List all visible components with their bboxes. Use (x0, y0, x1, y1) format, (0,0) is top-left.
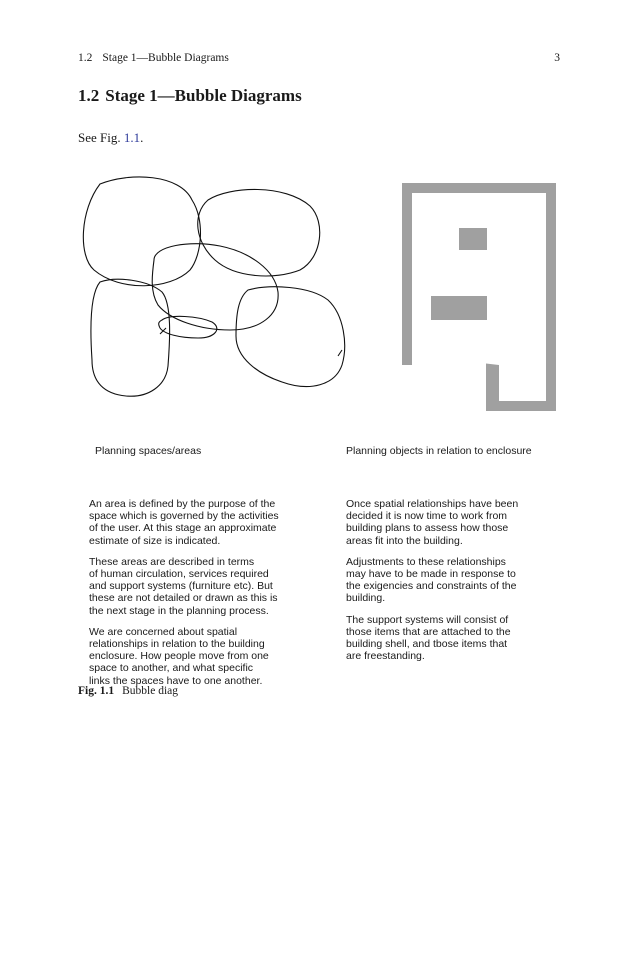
right-column-heading: Planning objects in relation to enclosure (346, 445, 532, 457)
right-paragraph-3: The support systems will consist of those items that are attached to the building shell, and tbose items that are freestanding. (346, 613, 511, 663)
section-number: 1.2 (78, 86, 100, 105)
left-column-heading: Planning spaces/areas (95, 445, 202, 457)
running-head (78, 52, 560, 64)
right-paragraph-2: Adjustments to these relationships may have to be made in response to the exigencies and constraints of the building. (346, 555, 517, 605)
figure-caption-text: Bubble diag (122, 685, 179, 697)
left-column-text (89, 498, 321, 696)
figure-caption-label: Fig. 1.1 (78, 685, 115, 697)
running-head-section-title: Stage 1—Bubble Diagrams (102, 52, 229, 64)
bubble-bottom-right (236, 287, 345, 387)
bubble-bottom-left (91, 279, 170, 396)
figure-reference-link[interactable]: 1.1 (123, 130, 141, 145)
section-heading (78, 86, 308, 106)
page-number: 3 (554, 52, 560, 64)
left-paragraph-1: An area is defined by the purpose of the space which is governed by the activities of the user. At this stage an approximate estimate of size is indicated. (89, 498, 279, 547)
running-head-left (78, 52, 239, 64)
right-column-text (346, 498, 578, 671)
bubble-small-link (159, 316, 217, 338)
freestanding-object-small (459, 228, 487, 250)
right-paragraph-1: Once spatial relationships have been decided it is now time to work from building plans to assess how those areas fit into the building. (346, 498, 519, 547)
link-arrow-tick-right (338, 350, 342, 356)
left-paragraph-3: We are concerned about spatial relationships in relation to the building enclosure. How people move from one space to another, and what specific links the spaces have to one another. (89, 625, 269, 687)
left-paragraph-2: These areas are described in terms of human circulation, services required and support systems (furniture etc). But these are not detailed or drawn as this is the next stage in the planning process. (89, 555, 278, 617)
period: . (140, 130, 144, 145)
body-paragraph (78, 130, 143, 146)
running-head-section-number: 1.2 (78, 52, 93, 64)
see-text: See Fig. (78, 130, 121, 145)
enclosure-opening-fill (412, 355, 486, 365)
bubble-sketch (83, 177, 344, 396)
section-title: Stage 1—Bubble Diagrams (105, 86, 302, 105)
bubble-top-left (83, 177, 200, 286)
building-enclosure (402, 183, 556, 411)
figure-caption (78, 685, 178, 697)
bubble-diagram-figure (70, 170, 570, 420)
freestanding-object-wide (431, 296, 487, 320)
